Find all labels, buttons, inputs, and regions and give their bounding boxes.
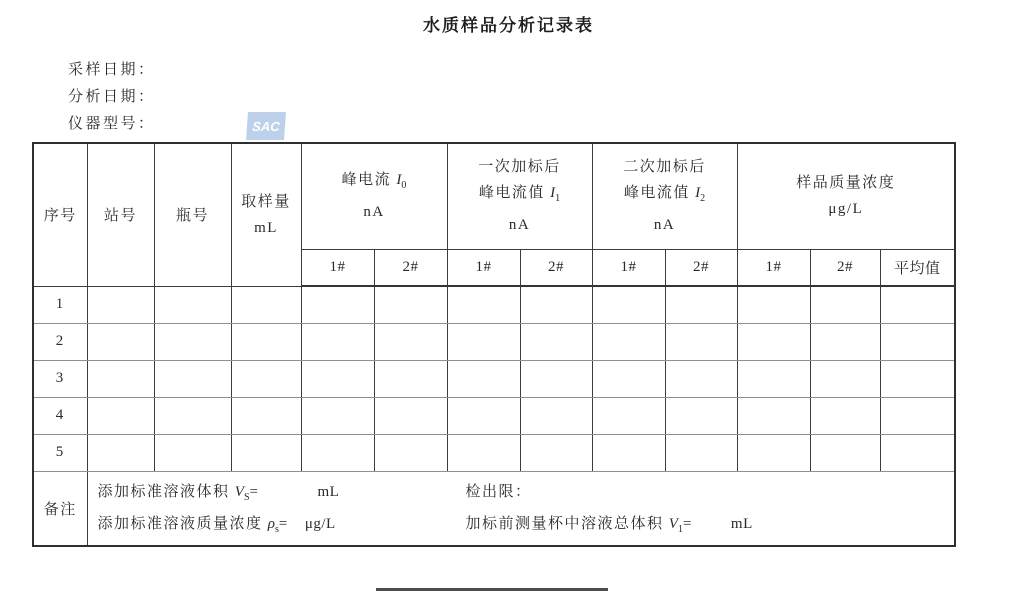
- empty-cell: [301, 397, 374, 434]
- empty-cell: [520, 397, 592, 434]
- empty-cell: [447, 434, 520, 471]
- sac-watermark-logo: SAC: [246, 112, 286, 140]
- empty-cell: [665, 286, 737, 323]
- empty-cell: [154, 397, 231, 434]
- remarks-line-1: 添加标准溶液体积 $V_S=$ mL 检出限：: [98, 476, 955, 508]
- analysis-record-table: [32, 142, 956, 547]
- empty-cell: [665, 434, 737, 471]
- subcol-i0-1: 1#: [301, 249, 374, 286]
- table-row: [33, 434, 955, 471]
- empty-cell: [231, 360, 301, 397]
- remarks-content: [87, 471, 955, 546]
- empty-cell: [880, 323, 955, 360]
- unit-ml: mL: [730, 516, 753, 533]
- empty-cell: [520, 286, 592, 323]
- empty-cell: [880, 286, 955, 323]
- page-title: 水质样品分析记录表: [423, 16, 594, 35]
- remarks-line-2: 添加标准溶液质量浓度 $\rho_s= \mu g/L$ 加标前测量杯中溶液总体积 $V_1=$ mL: [98, 508, 955, 540]
- empty-cell: [231, 323, 301, 360]
- row-number: 1: [33, 286, 87, 323]
- empty-cell: [520, 323, 592, 360]
- empty-cell: [301, 323, 374, 360]
- row-number: 5: [33, 434, 87, 471]
- subcol-i2-2: 2#: [665, 249, 737, 286]
- unit-ugl: μg/L: [304, 516, 336, 533]
- empty-cell: [810, 434, 880, 471]
- empty-cell: [810, 286, 880, 323]
- sampling-date-label: 采样日期：: [68, 62, 156, 78]
- subcol-conc-1: 1#: [737, 249, 810, 286]
- empty-cell: [447, 323, 520, 360]
- subcol-i1-2: 2#: [520, 249, 592, 286]
- empty-cell: [231, 434, 301, 471]
- empty-cell: [880, 434, 955, 471]
- table-row: [33, 397, 955, 434]
- remarks-row: [33, 471, 955, 546]
- empty-cell: [592, 360, 665, 397]
- empty-cell: [810, 397, 880, 434]
- detection-limit-label: 检出限：: [465, 484, 532, 501]
- col-header-sample-volume: 取样量 mL: [231, 143, 301, 286]
- col-header-peak-current-i1: 一次加标后 峰电流值 $I_1$ nA: [447, 143, 592, 249]
- row-number: 3: [33, 360, 87, 397]
- empty-cell: [592, 323, 665, 360]
- empty-cell: [737, 360, 810, 397]
- subcol-i1-1: 1#: [447, 249, 520, 286]
- empty-cell: [592, 397, 665, 434]
- info-block: [68, 57, 156, 138]
- empty-cell: [447, 286, 520, 323]
- empty-cell: [87, 360, 154, 397]
- empty-cell: [520, 360, 592, 397]
- page-footer-divider: [376, 588, 608, 591]
- empty-cell: [231, 286, 301, 323]
- subcol-average: 平均值: [880, 249, 955, 286]
- instrument-model-label: 仪器型号：: [68, 116, 156, 132]
- empty-cell: [154, 323, 231, 360]
- empty-cell: [231, 397, 301, 434]
- empty-cell: [592, 286, 665, 323]
- empty-cell: [665, 360, 737, 397]
- analysis-date-label: 分析日期：: [68, 89, 156, 105]
- empty-cell: [737, 286, 810, 323]
- empty-cell: [87, 323, 154, 360]
- empty-cell: [665, 397, 737, 434]
- subcol-i0-2: 2#: [374, 249, 447, 286]
- empty-cell: [374, 286, 447, 323]
- col-header-no: 序号: [33, 143, 87, 286]
- empty-cell: [301, 434, 374, 471]
- empty-cell: [87, 286, 154, 323]
- empty-cell: [154, 360, 231, 397]
- empty-cell: [374, 397, 447, 434]
- empty-cell: [87, 434, 154, 471]
- subcol-i2-1: 1#: [592, 249, 665, 286]
- empty-cell: [520, 434, 592, 471]
- empty-cell: [810, 360, 880, 397]
- subcol-conc-2: 2#: [810, 249, 880, 286]
- col-header-peak-current-i0: 峰电流 $I_0$ nA: [301, 143, 447, 249]
- empty-cell: [592, 434, 665, 471]
- empty-cell: [87, 397, 154, 434]
- empty-cell: [301, 286, 374, 323]
- empty-cell: [374, 323, 447, 360]
- empty-cell: [301, 360, 374, 397]
- empty-cell: [737, 397, 810, 434]
- header-group-row: [33, 143, 955, 249]
- empty-cell: [374, 434, 447, 471]
- empty-cell: [447, 360, 520, 397]
- unit-ml: mL: [317, 484, 340, 501]
- empty-cell: [154, 434, 231, 471]
- empty-cell: [665, 323, 737, 360]
- empty-cell: [880, 360, 955, 397]
- empty-cell: [737, 434, 810, 471]
- row-number: 2: [33, 323, 87, 360]
- col-header-station: 站号: [87, 143, 154, 286]
- empty-cell: [374, 360, 447, 397]
- col-header-concentration: 样品质量浓度 μg/L: [737, 143, 955, 249]
- col-header-bottle: 瓶号: [154, 143, 231, 286]
- pre-addition-volume: 加标前测量杯中溶液总体积 $V_1=$ mL: [465, 516, 753, 536]
- row-number: 4: [33, 397, 87, 434]
- table-row: [33, 323, 955, 360]
- col-header-peak-current-i2: 二次加标后 峰电流值 $I_2$ nA: [592, 143, 737, 249]
- table-row: [33, 286, 955, 323]
- table-row: [33, 360, 955, 397]
- empty-cell: [880, 397, 955, 434]
- empty-cell: [154, 286, 231, 323]
- empty-cell: [447, 397, 520, 434]
- remarks-label: 备注: [33, 471, 87, 546]
- empty-cell: [810, 323, 880, 360]
- empty-cell: [737, 323, 810, 360]
